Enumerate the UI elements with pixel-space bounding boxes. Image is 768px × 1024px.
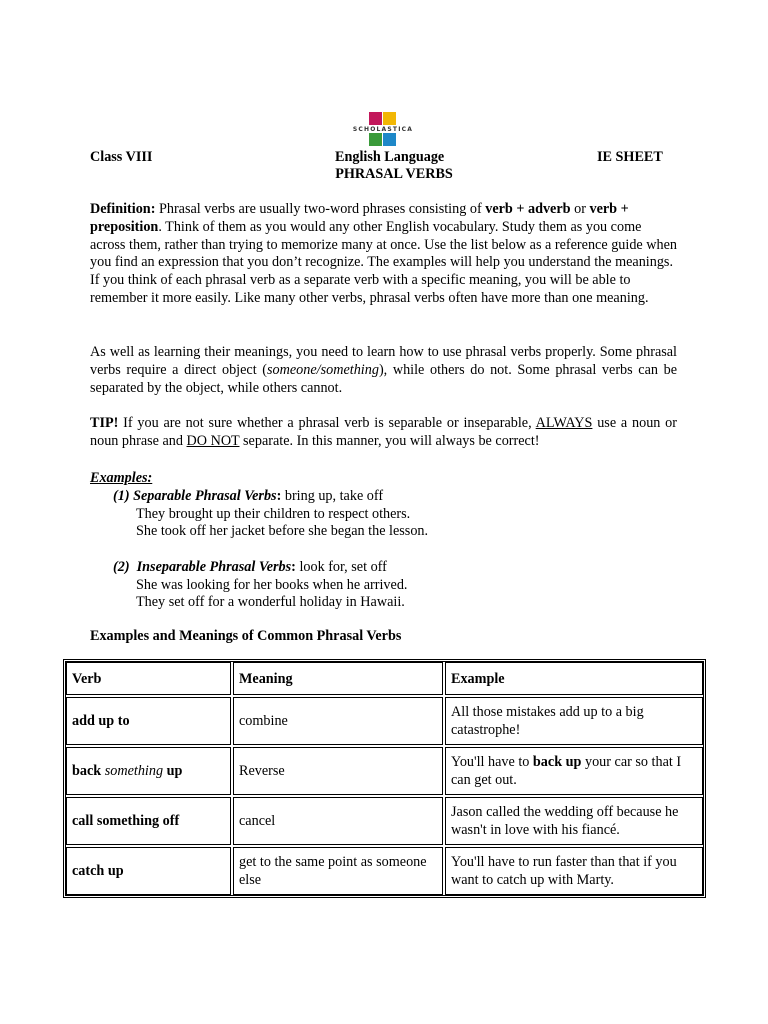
table-row	[66, 697, 703, 745]
meaning-cell: get to the same point as someone else	[233, 847, 443, 895]
tip-paragraph: TIP! If you are not sure whether a phrasal verb is separable or inseparable, ALWAYS use a noun or noun phrase and DO NOT separate. In this manner, you will always be correct!	[90, 415, 677, 449]
example-cell: All those mistakes add up to a big catastrophe!	[445, 697, 703, 745]
example-2-sentence-2: They set off for a wonderful holiday in Hawaii.	[136, 594, 405, 610]
table-row	[66, 797, 703, 845]
examples-heading: Examples:	[90, 470, 153, 486]
class-label: Class VIII	[90, 149, 153, 165]
definition-paragraph: Definition: Phrasal verbs are usually two-word phrases consisting of verb + adverb or verb + preposition. Think of them as you would any other English vocabulary. Study them as you come across them, rather than trying to memorize many at once. Use the list below as a reference guide when you find an expression that you don’t recognize. The examples will help you understand the meanings. If you think of each phrasal verb as a separate verb with a specific meaning, you will be able to remember it more easily. Like many other verbs, phrasal verbs often have more than one meaning.	[90, 201, 677, 306]
sheet-label: IE SHEET	[597, 149, 663, 165]
table-row	[66, 747, 703, 795]
example-1-title: (1) Separable Phrasal Verbs: bring up, take off	[113, 488, 384, 504]
example-1-sentence-1: They brought up their children to respect others.	[136, 506, 411, 522]
table-title: Examples and Meanings of Common Phrasal Verbs	[90, 628, 402, 644]
header-example: Example	[445, 662, 703, 695]
example-2-sentence-1: She was looking for her books when he arrived.	[136, 577, 408, 593]
scholastica-logo	[346, 111, 420, 147]
tip-label: TIP!	[90, 415, 119, 431]
table-row	[66, 847, 703, 895]
verb-cell: catch up	[66, 847, 231, 895]
logo-text: SCHOLASTICA	[352, 126, 414, 133]
table-header-row	[66, 662, 703, 695]
meaning-cell: Reverse	[233, 747, 443, 795]
usage-paragraph: As well as learning their meanings, you need to learn how to use phrasal verbs properly. Some phrasal verbs require a direct object (someone/something), while others do not. Some phrasal verbs can be separated by the object, while others cannot.	[90, 344, 677, 396]
verb-cell: add up to	[66, 697, 231, 745]
header-verb: Verb	[66, 662, 231, 695]
example-cell: You'll have to run faster than that if you want to catch up with Marty.	[445, 847, 703, 895]
example-1-sentence-2: She took off her jacket before she began the lesson.	[136, 523, 429, 539]
example-2-title: (2) Inseparable Phrasal Verbs: look for, set off	[113, 559, 387, 575]
definition-label: Definition:	[90, 201, 156, 217]
verb-cell: back something up	[66, 747, 231, 795]
page-title: PHRASAL VERBS	[335, 166, 453, 182]
meaning-cell: combine	[233, 697, 443, 745]
meaning-cell: cancel	[233, 797, 443, 845]
header-meaning: Meaning	[233, 662, 443, 695]
phrasal-verbs-table	[63, 659, 706, 898]
subject-label: English Language	[335, 149, 445, 165]
example-cell: You'll have to back up your car so that I can get out.	[445, 747, 703, 795]
example-cell: Jason called the wedding off because he wasn't in love with his fiancé.	[445, 797, 703, 845]
verb-cell: call something off	[66, 797, 231, 845]
